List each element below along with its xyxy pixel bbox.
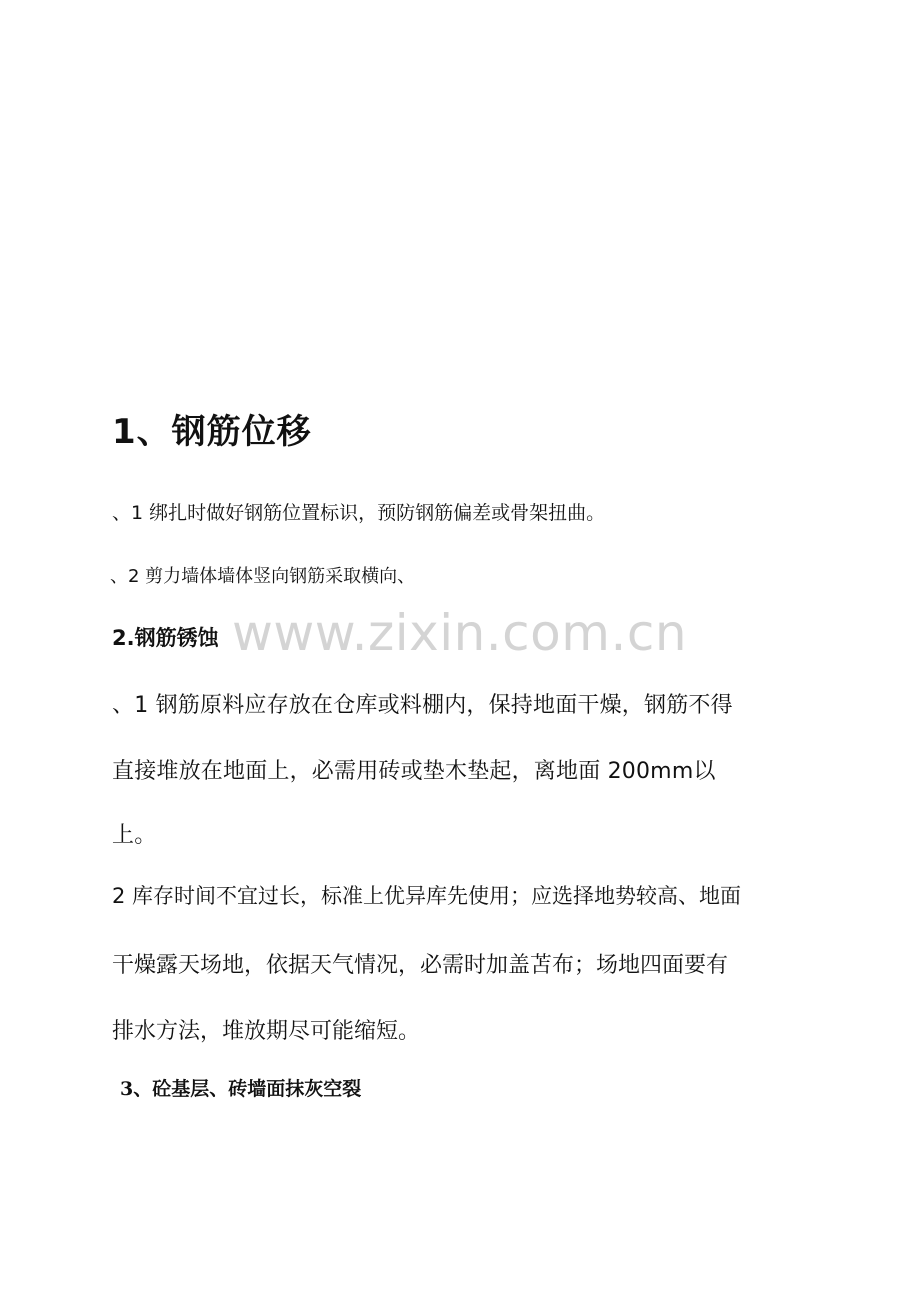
paragraph-storage-line-3: 上。 xyxy=(112,823,157,848)
section-heading-rebar-displacement: 1、钢筋位移 xyxy=(112,412,312,452)
paragraph-inventory-line-2: 干燥露天场地，依据天气情况，必需时加盖苫布；场地四面要有 xyxy=(112,953,729,978)
section-heading-plaster-cracking: 3、砼基层、砖墙面抹灰空裂 xyxy=(120,1078,362,1100)
section-heading-rebar-corrosion: 2.钢筋锈蚀 xyxy=(112,626,219,650)
paragraph-shear-wall: 、2 剪力墙体墙体竖向钢筋采取横向、 xyxy=(110,566,416,587)
paragraph-inventory-line-3: 排水方法，堆放期尽可能缩短。 xyxy=(112,1019,421,1044)
paragraph-marking-position: 、1 绑扎时做好钢筋位置标识，预防钢筋偏差或骨架扭曲。 xyxy=(112,502,606,524)
paragraph-storage-line-2: 直接堆放在地面上，必需用砖或垫木垫起，离地面 200mm以 xyxy=(112,759,716,784)
paragraph-inventory-line-1: 2 库存时间不宜过长，标准上优异库先使用；应选择地势较高、地面 xyxy=(112,884,742,908)
watermark-text: www.zixin.com.cn xyxy=(232,604,688,662)
paragraph-storage-line-1: 、1 钢筋原料应存放在仓库或料棚内，保持地面干燥，钢筋不得 xyxy=(112,693,733,718)
